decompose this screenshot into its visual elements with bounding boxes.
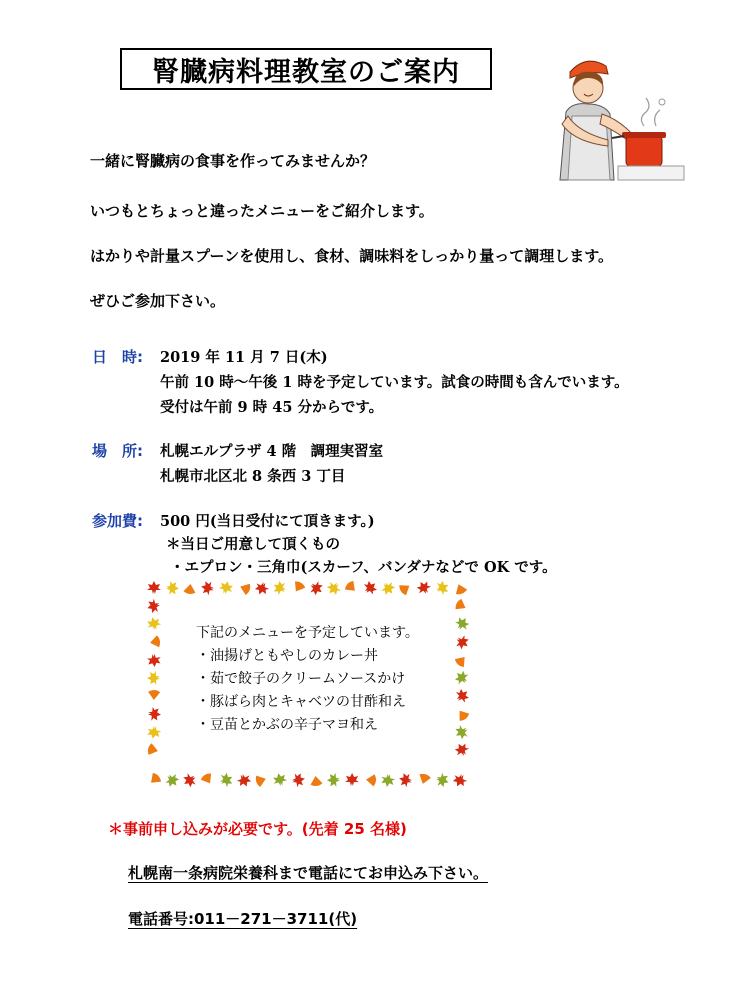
- leaf-icon: [310, 775, 323, 786]
- menu-list: [196, 622, 419, 737]
- datetime-label: 日 時:: [92, 348, 143, 366]
- leaf-icon: [183, 583, 196, 595]
- leaf-icon: [146, 616, 162, 632]
- leaf-icon: [149, 635, 161, 649]
- reservation-notice: ＊事前申し込みが必要です。(先着 25 名様): [108, 820, 407, 838]
- intro-line-2: いつもとちょっと違ったメニューをご紹介します。: [90, 202, 434, 220]
- intro-line-4: ぜひご参加下さい。: [90, 292, 226, 310]
- leaf-icon: [453, 686, 470, 705]
- bring-heading: ＊当日ご用意して頂くもの: [166, 536, 340, 553]
- apply-instruction: 札幌南一条病院栄養科まで電話にてお申込み下さい。: [128, 864, 489, 882]
- bring-items: ・エプロン・三角巾(スカーフ、バンダナなどで OK です。: [170, 559, 557, 576]
- fee-value: 500 円(当日受付にて頂きます。): [160, 513, 375, 530]
- leaf-icon: [361, 580, 380, 597]
- datetime-reception: 受付は午前 9 時 45 分からです。: [160, 399, 384, 416]
- menu-item: ・茹で餃子のクリームソースかけ: [196, 671, 406, 687]
- leaf-icon: [307, 580, 326, 598]
- leaf-icon: [146, 725, 162, 740]
- leaf-icon: [291, 772, 306, 788]
- menu-item: ・油揚げともやしのカレー丼: [196, 648, 378, 664]
- leaf-icon: [148, 690, 160, 700]
- leaf-icon: [147, 581, 161, 594]
- menu-item: ・豚ばら肉とキャベツの甘酢和え: [196, 694, 406, 710]
- datetime-hours: 午前 10 時～午後 1 時を予定しています。試食の時間も含んでいます。: [160, 374, 629, 391]
- leaf-icon: [414, 580, 433, 597]
- page-title: 腎臓病料理教室のご案内: [120, 48, 492, 90]
- leaf-icon: [291, 580, 306, 595]
- leaf-icon: [254, 773, 267, 788]
- leaf-icon: [365, 774, 376, 787]
- leaf-icon: [147, 772, 162, 788]
- datetime-date: 2019 年 11 月 7 日(木): [160, 349, 328, 366]
- leaf-icon: [271, 580, 289, 597]
- intro-line-1: 一緒に腎臓病の食事を作ってみませんか？: [90, 152, 376, 170]
- leaf-icon: [452, 740, 470, 758]
- leaf-icon: [417, 773, 431, 786]
- leaf-icon: [398, 581, 413, 597]
- leaf-icon: [327, 773, 341, 788]
- leaf-icon: [238, 581, 252, 596]
- leaf-icon: [324, 580, 343, 598]
- place-address: 札幌市北区北 8 条西 3 丁目: [160, 468, 346, 485]
- leaf-icon: [235, 772, 253, 788]
- leaf-icon: [398, 772, 414, 788]
- leaf-icon: [200, 580, 216, 596]
- leaf-icon: [146, 597, 162, 614]
- leaf-icon: [453, 633, 470, 652]
- place-venue: 札幌エルプラザ 4 階 調理実習室: [160, 443, 384, 460]
- leaf-icon: [180, 771, 199, 788]
- intro-line-3: はかりや計量スプーンを使用し、食材、調味料をしっかり量って調理します。: [90, 247, 614, 265]
- leaf-icon: [452, 723, 470, 742]
- cooking-woman-illustration: [548, 52, 688, 184]
- leaf-icon: [434, 771, 451, 788]
- leaf-icon: [217, 771, 235, 788]
- leaf-icon: [434, 580, 452, 597]
- leaf-icon: [454, 653, 470, 668]
- leaf-icon: [218, 580, 235, 596]
- leaf-icon: [147, 671, 160, 685]
- leaf-icon: [253, 580, 271, 597]
- leaf-icon: [451, 772, 469, 788]
- leaf-icon: [452, 668, 470, 687]
- leaf-icon: [455, 707, 470, 722]
- phone-number: 電話番号:011－271－3711(代): [128, 910, 358, 928]
- leaf-icon: [379, 580, 398, 598]
- place-label: 場 所:: [92, 442, 143, 460]
- leaf-icon: [453, 614, 470, 633]
- leaf-icon: [166, 581, 180, 596]
- leaf-icon: [380, 773, 396, 788]
- leaf-icon: [147, 743, 160, 757]
- leaf-icon: [146, 653, 161, 667]
- menu-heading: 下記のメニューを予定しています。: [196, 625, 419, 641]
- leaf-icon: [200, 772, 215, 787]
- fee-label: 参加費:: [92, 512, 143, 530]
- leaf-icon: [454, 598, 469, 613]
- leaf-icon: [453, 582, 468, 596]
- leaf-icon: [271, 771, 288, 787]
- leaf-icon: [163, 771, 182, 788]
- leaf-icon: [344, 580, 360, 595]
- menu-item: ・豆苗とかぶの辛子マヨ和え: [196, 717, 378, 733]
- leaf-icon: [345, 773, 359, 786]
- leaf-icon: [147, 706, 161, 721]
